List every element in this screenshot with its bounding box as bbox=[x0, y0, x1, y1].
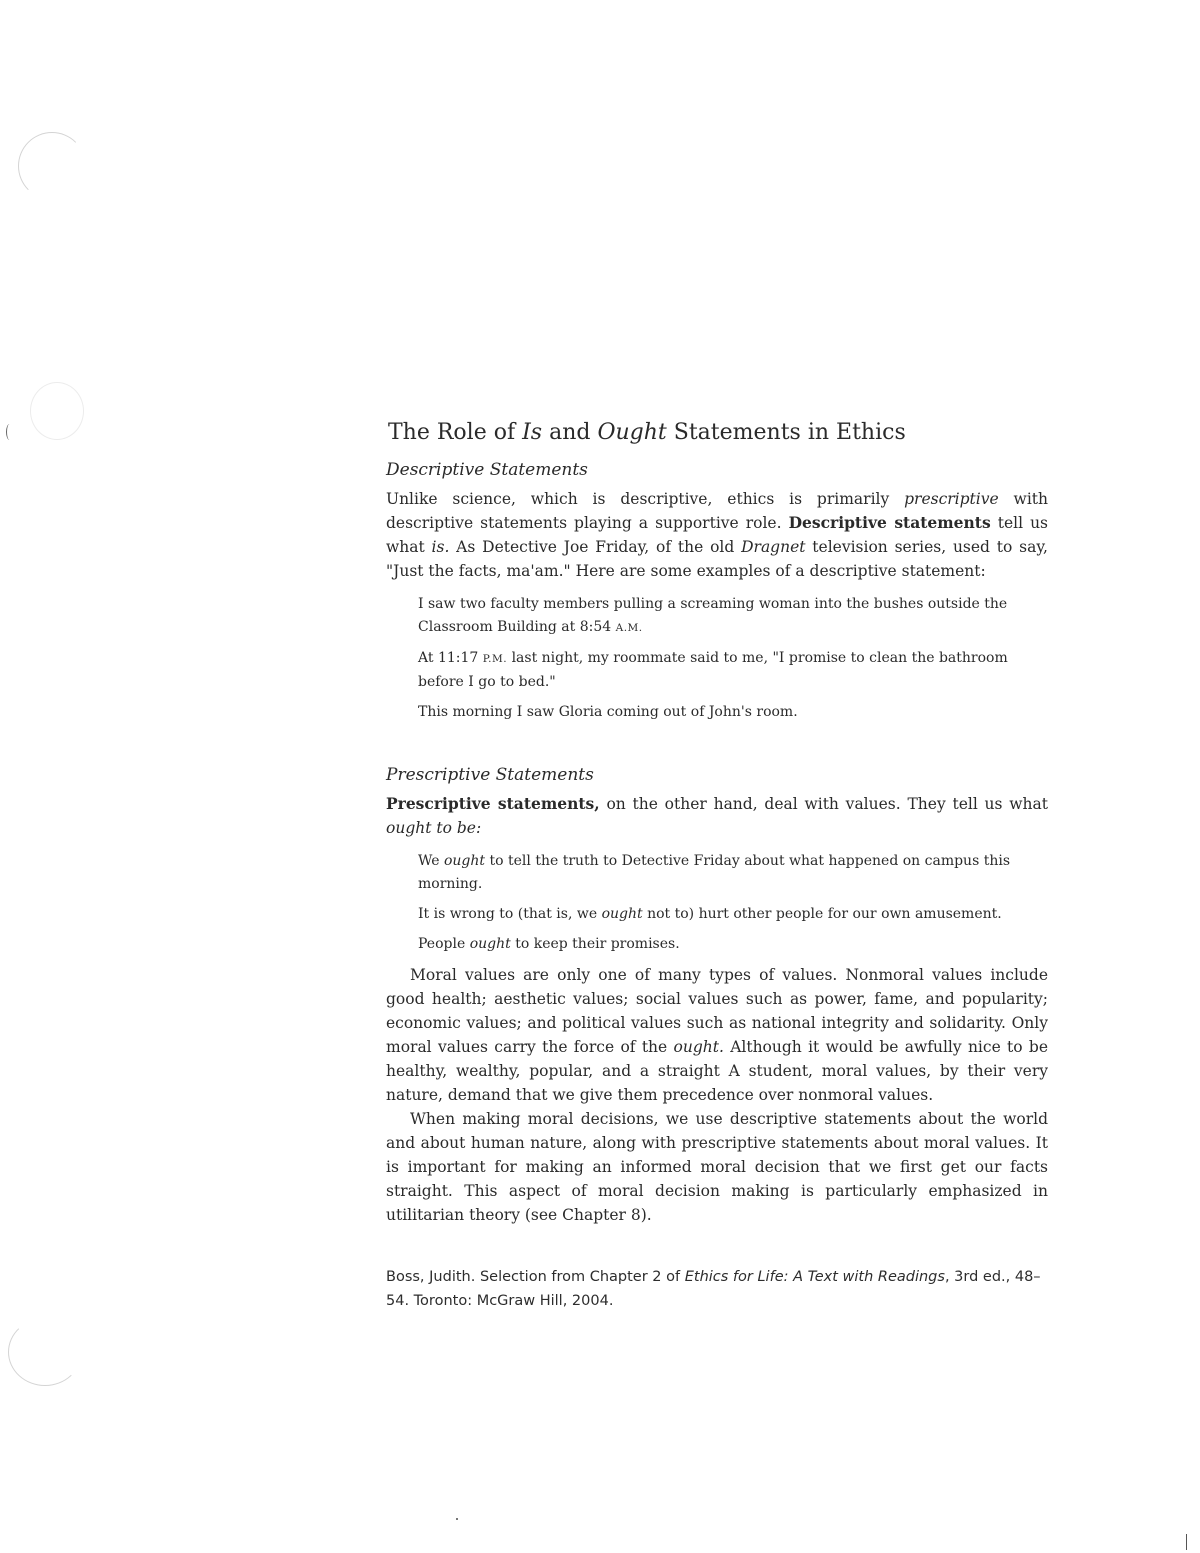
text-run: I saw two faculty members pulling a screaming woman into the bushes outside the Classroom Building at 8:54 bbox=[418, 596, 1008, 635]
text-run: It is wrong to (that is, we bbox=[418, 906, 602, 922]
book-title: Ethics for Life: A Text with Readings bbox=[684, 1269, 945, 1285]
term-prescriptive-statements: Prescriptive statements, bbox=[386, 794, 600, 813]
term-prescriptive: prescriptive bbox=[904, 490, 999, 508]
descriptive-examples bbox=[418, 593, 1048, 724]
margin-mark bbox=[6, 424, 13, 440]
text-run: last night, my roommate said to me, "I promise to clean the bathroom before I go to bed." bbox=[418, 650, 1008, 690]
punch-hole-top bbox=[18, 132, 86, 200]
descriptive-heading: Descriptive Statements bbox=[386, 460, 588, 480]
text-run: Boss, Judith. Selection from Chapter 2 of bbox=[386, 1269, 685, 1285]
text-run: tell us what bbox=[386, 514, 1049, 556]
title-dragnet: Dragnet bbox=[741, 538, 806, 556]
text-run: television series, used to say, "Just the facts, ma'am." Here are some examples of a descriptive statement: bbox=[386, 538, 1048, 580]
text-run: on the other hand, deal with values. They tell us what bbox=[599, 795, 1048, 813]
text-run: , 3rd ed., 48–54. Toronto: McGraw Hill, 2004. bbox=[386, 1269, 1041, 1309]
scan-speck bbox=[456, 1518, 458, 1520]
punch-hole-bottom bbox=[8, 1318, 82, 1386]
term-ought: ought. bbox=[673, 1038, 724, 1056]
moral-decisions-paragraph: When making moral decisions, we use descriptive statements about the world and about human nature, along with prescriptive statements about moral values. It is important for making an informed moral decision that we first get our facts straight. This aspect of moral decision making is particularly emphasized in utilitarian theory (see Chapter 8). bbox=[386, 1110, 1048, 1224]
section-title-text: Statements in Ethics bbox=[666, 420, 906, 445]
citation bbox=[386, 1265, 1048, 1313]
text-run: with descriptive statements playing a supportive role. bbox=[386, 490, 1048, 532]
example-item bbox=[418, 647, 1048, 694]
text-run: to tell the truth to Detective Friday about what happened on campus this morning. bbox=[418, 853, 1011, 892]
time-suffix: A.M. bbox=[615, 622, 643, 634]
descriptive-paragraph bbox=[386, 487, 1048, 583]
term-ought: ought bbox=[601, 906, 643, 922]
term-descriptive-statements: Descriptive statements bbox=[788, 513, 991, 532]
spacer bbox=[386, 731, 1048, 763]
scan-edge-mark bbox=[1186, 1534, 1187, 1550]
example-item bbox=[418, 850, 1048, 896]
text-run: Although it would be awfully nice to be healthy, wealthy, popular, and a straight A student, moral values, by their very nature, demand that we give them precedence over nonmoral values. bbox=[386, 1038, 1049, 1104]
prescriptive-heading: Prescriptive Statements bbox=[386, 765, 594, 785]
text-run: not to) hurt other people for our own amusement. bbox=[642, 906, 1002, 922]
prescriptive-examples bbox=[418, 850, 1048, 956]
text-run: Moral values are only one of many types of values. Nonmoral values include good health; aesthetic values; social values such as power, fame, and popularity; economic values; and political values such as national integrity and solidarity. Only moral values carry the force of the bbox=[386, 966, 1048, 1056]
section-title-text: The Role of bbox=[388, 420, 523, 445]
text-run: Unlike science, which is descriptive, ethics is primarily bbox=[386, 490, 905, 508]
time-suffix: P.M. bbox=[482, 653, 508, 665]
section-title-text: and bbox=[542, 420, 598, 445]
document-body bbox=[386, 418, 1048, 1313]
text-run: to keep their promises. bbox=[510, 936, 680, 952]
example-item bbox=[418, 933, 1048, 956]
moral-values-paragraph bbox=[386, 963, 1048, 1107]
text-run: People bbox=[418, 936, 470, 952]
text-run: We bbox=[418, 853, 444, 869]
text-run: At 11:17 bbox=[418, 650, 483, 666]
term-ought-to-be: ought to be: bbox=[386, 819, 482, 837]
term-ought: ought bbox=[469, 936, 511, 952]
prescriptive-paragraph bbox=[386, 792, 1048, 840]
section-title-ought: Ought bbox=[597, 420, 667, 445]
section-title bbox=[388, 418, 1048, 448]
section-title-is: Is bbox=[522, 420, 543, 445]
term-ought: ought bbox=[443, 853, 486, 869]
punch-hole-middle bbox=[30, 382, 84, 440]
example-item: This morning I saw Gloria coming out of John's room. bbox=[418, 704, 798, 720]
text-run: As Detective Joe Friday, of the old bbox=[449, 538, 742, 556]
example-item bbox=[418, 903, 1048, 926]
example-item bbox=[418, 593, 1048, 640]
term-is: is. bbox=[431, 538, 450, 556]
